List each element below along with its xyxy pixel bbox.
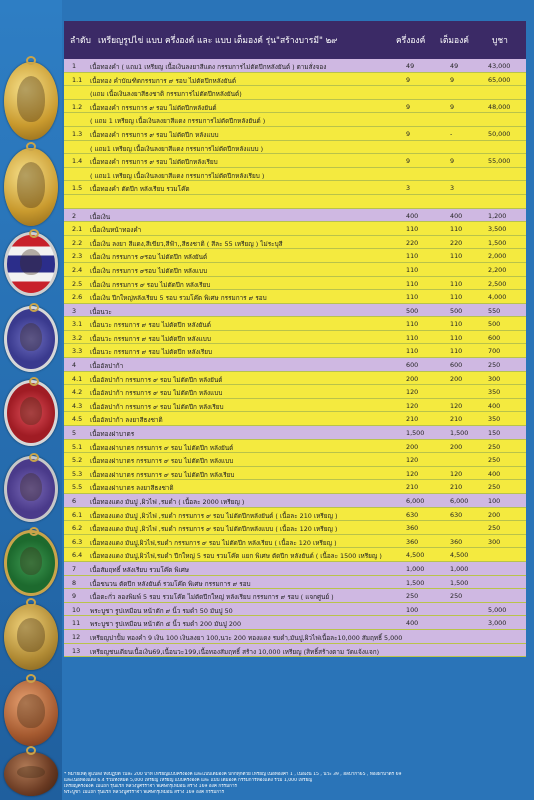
row-description: เนื้อเงิน กรรมการ ๙ รอบ ไม่ตัดปีก หลังเรียบ [90, 280, 211, 289]
table-row [64, 467, 526, 481]
row-full-count: 110 [450, 320, 463, 329]
table-row [64, 399, 526, 413]
row-full-count: 210 [450, 415, 463, 424]
table-row [64, 59, 526, 73]
row-full-count: 220 [450, 238, 463, 247]
row-description: เนื้อทองคำ กรรมการ ๙ รอบ ไม่ตัดปีก หลังแบบ [90, 130, 219, 139]
row-description: เนื้อนวะ [90, 307, 112, 316]
row-description: เนื้อนวะ กรรมการ ๙ รอบ ไม่ตัดปีก หลังแบบ [90, 334, 211, 343]
row-half-count: 3 [406, 184, 411, 193]
row-half-count: 110 [406, 320, 419, 329]
row-price: 1,200 [488, 211, 507, 220]
row-price: 250 [488, 442, 501, 451]
row-half-count: 630 [406, 510, 419, 519]
copper-medal [4, 680, 58, 746]
table-row [64, 535, 526, 549]
row-number: 2.4 [72, 265, 83, 274]
row-half-count: 120 [406, 469, 419, 478]
row-half-count: 500 [406, 306, 419, 315]
table-row [64, 181, 526, 195]
row-price: 600 [488, 333, 501, 342]
row-full-count: 110 [450, 347, 463, 356]
row-price: 2,000 [488, 252, 507, 261]
row-half-count: 210 [406, 415, 419, 424]
row-price: 43,000 [488, 62, 511, 70]
row-price: 2,200 [488, 265, 507, 274]
row-half-count: 220 [406, 238, 419, 247]
row-price: 300 [488, 374, 501, 383]
row-number: 2.5 [72, 279, 83, 288]
row-description: เนื้อทองฝาบาตร กรรมการ ๙ รอบ ไม่ตัดปีก หลังแบบ [90, 457, 234, 466]
row-number: 1.5 [72, 184, 83, 193]
row-half-count: 1,500 [406, 429, 425, 438]
row-price: 400 [488, 469, 501, 478]
table-row [64, 440, 526, 454]
row-full-count: 200 [450, 442, 463, 451]
row-half-count: 110 [406, 333, 419, 342]
row-number: 2.2 [72, 238, 83, 247]
row-full-count: 500 [450, 306, 463, 315]
table-row [64, 86, 526, 100]
row-number: 12 [72, 632, 81, 641]
table-row [64, 412, 526, 426]
row-description: เนื้ออัลปาก้า กรรมการ ๙ รอบ ไม่ตัดปีก หลังเรียบ [90, 402, 224, 411]
row-description: เนื้อทองฝาบาตร กรรมการ ๙ รอบ ไม่ตัดปีก หลังเรียบ [90, 470, 235, 479]
row-description: เนื้อทองคำ ตัดปีก หลังเรียบ รวมโค๊ต [90, 185, 190, 194]
row-full-count: 210 [450, 483, 463, 492]
row-full-count: 1,500 [450, 578, 469, 587]
row-half-count: 110 [406, 347, 419, 356]
table-body [64, 59, 526, 657]
row-description: เนื้อทองแดง มันปู ,ผิวไฟ ,รมดำ ( เนื้อละ 2000 เหรียญ ) [90, 498, 245, 506]
row-half-count: 9 [406, 129, 411, 138]
row-description: เนื้อชนวน ตัดปีก หลังยันต์ รวมโค๊ต พิเศษ กรรมการ ๙ รอบ [90, 579, 251, 588]
header-half: ครึ่งองค์ [396, 36, 426, 46]
row-number: 5.1 [72, 442, 83, 451]
table-row [64, 100, 526, 114]
row-description: พระบูชา รูปเหมือน หน้าตัก ๕ นิ้ว รมดำ 200 มันปู 200 [90, 620, 242, 629]
row-price: 350 [488, 415, 501, 424]
row-half-count: 200 [406, 442, 419, 451]
row-number: 2 [72, 211, 77, 220]
row-price: 55,000 [488, 157, 511, 166]
row-description: เนื้อนวะ กรรมการ ๙ รอบ ไม่ตัดปีก หลังยันต์ [90, 321, 211, 330]
row-half-count: 1,500 [406, 578, 425, 587]
row-full-count: 110 [450, 252, 463, 261]
green-enamel-medal [4, 530, 58, 596]
table-row [64, 195, 526, 209]
row-description: เนื้อทองแดง มันปู ,ผิวไฟ ,รมดำ กรรมการ ๙ รอบ ไม่ตัดปีกหลังแบบ ( เนื้อละ 120 เหรียญ ) [90, 525, 338, 534]
row-description: เนื้อตะกั่ว ลองพิมพ์ 5 รอบ รวมโค๊ต ไม่ตัดปีกใหญ่ หลังเรียบ กรรมการ ๙ รอบ ( แจกศูนย์ ) [90, 593, 334, 602]
row-full-count: 110 [450, 279, 463, 288]
row-full-count: 200 [450, 374, 463, 383]
row-half-count: 4,500 [406, 551, 425, 560]
row-description: เนื้อทองคำ กรรมการ ๙ รอบ ไม่ตัดปีกหลังยันต์ [90, 103, 217, 112]
row-number: 2.6 [72, 293, 83, 302]
row-number: 1.2 [72, 102, 83, 111]
row-price: 250 [488, 361, 501, 370]
row-half-count: 110 [406, 293, 419, 302]
row-description: เนื้อเงิน ปีกใหญ่หลังเรียบ 5 รอบ รวมโค๊ต พิเศษ กรรมการ ๙ รอบ [90, 294, 267, 303]
row-price: 400 [488, 401, 501, 410]
row-number: 5 [72, 429, 77, 438]
row-price: 3,000 [488, 619, 507, 628]
row-description: เนื้อทองแดง มันปู ,ผิวไฟ ,รมดำ กรรมการ ๙ รอบ ไม่ตัดปีกหลังยันต์ ( เนื้อละ 210 เหรียญ ) [90, 511, 338, 520]
row-full-count: 630 [450, 510, 463, 519]
table-row [64, 249, 526, 263]
row-price: 150 [488, 429, 501, 438]
row-number: 5.2 [72, 456, 83, 465]
footnote-line: พระบูชา ไม่แถก รุ่นแรก หลวงปู่ศรีร้าจำ พิเศษกรุเหมือน สร้าง 169 องค์ กรรมการ [64, 790, 225, 795]
row-price: 350 [488, 388, 501, 397]
row-description: เนื้อทองฝาบาตร [90, 430, 135, 439]
row-full-count: - [450, 129, 453, 138]
row-description: เนื้ออัลปาก้า ลงยาสีธงชาติ [90, 416, 163, 425]
row-price: 3,500 [488, 225, 507, 234]
row-half-count: 400 [406, 619, 419, 628]
row-number: 4.5 [72, 415, 83, 424]
row-number: 3.3 [72, 347, 83, 356]
row-description: ( แถม1 เหรียญ เนื้อเงินลงยาสีแดง กรรมการไม่ตัดปีกหลังแบบ ) [90, 144, 264, 153]
row-price: 300 [488, 537, 501, 546]
row-number: 3 [72, 306, 77, 315]
row-description: เนื้อเงิน [90, 212, 111, 221]
table-row [64, 616, 526, 630]
table-row [64, 113, 526, 127]
row-number: 8 [72, 578, 77, 587]
row-description: ( แถม 1 เหรียญ เนื้อเงินลงยาสีแดง กรรมการไม่ตัดปีกหลังยันต์ ) [90, 117, 266, 126]
table-row [64, 290, 526, 304]
row-price: 500 [488, 320, 501, 329]
row-price: 2,500 [488, 279, 507, 288]
brass-medal [4, 604, 58, 670]
row-description: ( แถม1 เหรียญ เนื้อเงินลงยาสีแดง กรรมการไม่ตัดปีกหลังเรียบ ) [90, 171, 265, 180]
row-number: 7 [72, 564, 77, 573]
header-price: บูชา [492, 36, 508, 46]
row-number: 4.2 [72, 388, 83, 397]
row-half-count: 110 [406, 252, 419, 261]
row-full-count: 600 [450, 361, 463, 370]
row-description: เนื้อเงิน กรรมการ ๙รอบ ไม่ตัดปีก หลังแบบ [90, 266, 208, 275]
price-table [64, 21, 526, 657]
table-row [64, 385, 526, 399]
row-half-count: 110 [406, 265, 419, 274]
table-row [64, 317, 526, 331]
row-full-count: 3 [450, 184, 455, 193]
row-price: 200 [488, 510, 501, 519]
table-row [64, 630, 526, 644]
row-description: เนื้อทอง คำบัณฑิตกรรมการ ๙ รอบ ไม่ตัดปีกหลังยันต์ [90, 76, 237, 85]
row-full-count: 49 [450, 62, 459, 70]
row-price: 100 [488, 497, 501, 505]
row-half-count: 9 [406, 75, 411, 84]
dark-copper-medal [4, 752, 58, 796]
row-full-count: 4,500 [450, 551, 469, 560]
row-description: เนื้อทองแดง มันปู,ผิวไฟ,รมดำ กรรมการ ๙ รอบ ไม่ตัดปีก หลังเรียบ ( เนื้อละ 120 เหรียญ ) [90, 538, 337, 547]
row-number: 11 [72, 619, 81, 628]
row-number: 3.1 [72, 320, 83, 329]
footnote-line: และเนื้อทองแดง 6.4 รวมทั้งหมด 5,000 เหรียญ เหรียญ แบบครึ่งองค์ และ แบบ เต็มองค์ กรรมการทองแดง รวม 1,000 เหรียญ [64, 778, 313, 783]
row-number: 4.1 [72, 374, 83, 383]
table-row [64, 644, 526, 658]
footnote-line: เหรียญครึ่งองค์ ไม่แถก รุ่นแรก หลวงปู่ศรีร้าจำ พิเศษกรุเหมือน สร้าง 169 องค์ กรรมการ [64, 784, 237, 789]
row-description: เนื้อเงิน กรรมการ ๙รอบ ไม่ตัดปีก หลังยันต์ [90, 253, 208, 262]
table-row [64, 480, 526, 494]
row-number: 1.1 [72, 75, 83, 84]
row-half-count: 100 [406, 605, 419, 614]
row-full-count: 9 [450, 157, 455, 166]
table-row [64, 331, 526, 345]
row-number: 9 [72, 592, 77, 601]
table-row [64, 562, 526, 576]
row-half-count: 9 [406, 102, 411, 111]
row-full-count: 400 [450, 211, 463, 220]
row-half-count: 360 [406, 524, 419, 533]
row-description: เนื้อทองแดง มันปู,ผิวไฟ,รมดำ ปีกใหญ่ 5 รอบ รวมโค๊ต แยก พิเศษ ตัดปีก หลังยันต์ ( เนื้อละ 1500 เหรียญ ) [90, 552, 382, 561]
row-price: 48,000 [488, 102, 511, 111]
row-half-count: 9 [406, 157, 411, 166]
row-number: 5.5 [72, 483, 83, 492]
table-header [64, 21, 526, 59]
table-row [64, 603, 526, 617]
gold-medal-2 [4, 148, 58, 226]
table-row [64, 73, 526, 87]
row-price: 250 [488, 524, 501, 533]
row-full-count: 110 [450, 293, 463, 302]
table-row [64, 372, 526, 386]
flag-enamel-medal [4, 232, 58, 296]
table-row [64, 154, 526, 168]
row-price: 250 [488, 456, 501, 465]
row-number: 6.1 [72, 510, 83, 519]
red-enamel-medal [4, 380, 58, 446]
row-half-count: 110 [406, 279, 419, 288]
row-description: เนื้อเงินหน้าทองคำ [90, 226, 142, 235]
row-half-count: 210 [406, 483, 419, 492]
row-full-count: 6,000 [450, 497, 469, 505]
row-full-count: 9 [450, 102, 455, 111]
table-row [64, 548, 526, 562]
row-half-count: 120 [406, 388, 419, 397]
row-number: 6.2 [72, 524, 83, 533]
table-row [64, 521, 526, 535]
row-half-count: 200 [406, 374, 419, 383]
row-half-count: 600 [406, 361, 419, 370]
row-description: เนื้อเงิน ลงยา สีแดง,สีเขียว,สีฟ้า,,สีธงชาติ ( สีละ 55 เหรียญ ) ไม่ระบุสี [90, 239, 283, 248]
table-row [64, 358, 526, 372]
row-half-count: 400 [406, 211, 419, 220]
row-price: 65,000 [488, 75, 511, 84]
row-half-count: 120 [406, 401, 419, 410]
row-full-count: 1,500 [450, 429, 469, 438]
row-half-count: 250 [406, 592, 419, 601]
row-number: 6.4 [72, 551, 83, 560]
table-row [64, 494, 526, 508]
row-half-count: 6,000 [406, 497, 425, 505]
table-row [64, 277, 526, 291]
row-number: 6.3 [72, 537, 83, 546]
footnote [64, 772, 526, 796]
table-row [64, 589, 526, 603]
row-price: 250 [488, 483, 501, 492]
row-full-count: 9 [450, 75, 455, 84]
table-row [64, 209, 526, 223]
table-row [64, 263, 526, 277]
table-row [64, 426, 526, 440]
table-row [64, 304, 526, 318]
row-price: 5,000 [488, 605, 507, 614]
row-number: 6 [72, 497, 77, 505]
row-description: เหรียญปาปั้ม ทองคำ 9 เงิน 100 เงินลงยา 100,นวะ 200 ทองแดง รมดำ,มันปู,ผิวไฟเนื้อละ10,000 สัมฤทธิ์ 5,000 [90, 633, 403, 642]
row-description: เนื้ออัลปาก้า [90, 362, 124, 371]
table-row [64, 127, 526, 141]
row-full-count: 360 [450, 537, 463, 546]
row-description: พระบูชา รูปเหมือน หน้าตัก ๙ นิ้ว รมดำ 50 มันปู 50 [90, 606, 233, 615]
row-full-count: 1,000 [450, 564, 469, 573]
row-full-count: 250 [450, 592, 463, 601]
row-description: เนื้ออัลปาก้า กรรมการ ๙ รอบ ไม่ตัดปีก หลังแบบ [90, 389, 223, 398]
row-description: เนื้ออัลปาก้า กรรมการ ๙ รอบ ไม่ตัดปีก หลังยันต์ [90, 375, 223, 384]
row-description: เนื้อทองคำ ( แถม1 เหรียญ เนื้อเงินลงยาสีแดง กรรมการไม่ตัดปีกหลังยันต์ ) ตามสั่งจอง [90, 63, 327, 71]
row-half-count: 110 [406, 225, 419, 234]
row-description: เนื้อนวะ กรรมการ ๙ รอบ ไม่ตัดปีก หลังเรียบ [90, 348, 213, 357]
table-row [64, 453, 526, 467]
row-number: 1.3 [72, 129, 83, 138]
row-half-count: 120 [406, 456, 419, 465]
row-half-count: 360 [406, 537, 419, 546]
row-price: 550 [488, 306, 501, 315]
table-row [64, 168, 526, 182]
row-number: 4.3 [72, 401, 83, 410]
table-row [64, 344, 526, 358]
row-number: 2.1 [72, 225, 83, 234]
footnote-line: * หมายเหตุ ดูแปลง ทั้งปฏิบัติ ใบละ 200 บาท เหรียญแบบครึ่งองค์ และแบบเต็มองค์ ปกกทุกตัวย เหรียญ เนื้อทองคำ 1 , เนื้อเงิน 15 , นวะ 39 , อัลปาก้า65 , ทองฝาบาตร 69 [64, 772, 402, 777]
row-description: (แถม เนื้อเงินลงยาสีธงชาติ กรรมการไม่ตัดปีกหลังยันต์) [90, 90, 242, 99]
row-price: 4,000 [488, 293, 507, 302]
row-number: 1.4 [72, 157, 83, 166]
row-half-count: 1,000 [406, 564, 425, 573]
row-full-count: 120 [450, 469, 463, 478]
row-number: 3.2 [72, 333, 83, 342]
row-full-count: 120 [450, 401, 463, 410]
header-full: เต็มองค์ [440, 36, 469, 46]
row-number: 5.3 [72, 469, 83, 478]
row-price: 1,500 [488, 238, 507, 247]
row-full-count: 110 [450, 225, 463, 234]
row-price: 700 [488, 347, 501, 356]
gold-medal-1 [4, 62, 58, 140]
table-row [64, 576, 526, 590]
row-number: 4 [72, 361, 77, 370]
blue-enamel-medal [4, 306, 58, 372]
row-description: เนื้อสัมฤทธิ์ หลังเรียบ รวมโค๊ต พิเศษ [90, 565, 190, 574]
row-number: 13 [72, 646, 81, 655]
row-description: เนื้อทองฝาบาตร กรรมการ ๙ รอบ ไม่ตัดปีก หลังยันต์ [90, 443, 234, 452]
header-no: ลำดับ [70, 36, 91, 46]
row-price: 50,000 [488, 129, 511, 138]
header-title: เหรียญรูปไข่ แบบ ครึ่งองค์ และ แบบ เต็มองค์ รุ่น"สร้างบารมี" ๒๙ [98, 36, 338, 46]
row-description: เนื้อทองคำ กรรมการ ๙ รอบ ไม่ตัดปีกหลังเรียบ [90, 158, 218, 167]
table-row [64, 222, 526, 236]
row-full-count: 110 [450, 333, 463, 342]
row-description: เนื้อทองฝาบาตร ลงยาสีธงชาติ [90, 484, 174, 493]
row-number: 2.3 [72, 252, 83, 261]
table-row [64, 236, 526, 250]
row-description: เหรียญชนเดียนเนื้อเงิน69,เนื้อนวะ199,เนื้อทองสัมฤทธิ์ สร้าง 10,000 เหรียญ (สิทธิ์สร้างตาม วัดแจ้งแจก) [90, 647, 380, 656]
table-row [64, 508, 526, 522]
purple-enamel-medal [4, 456, 58, 522]
row-number: 10 [72, 605, 81, 614]
row-half-count: 49 [406, 62, 415, 70]
row-number: 1 [72, 62, 77, 70]
table-row [64, 141, 526, 155]
